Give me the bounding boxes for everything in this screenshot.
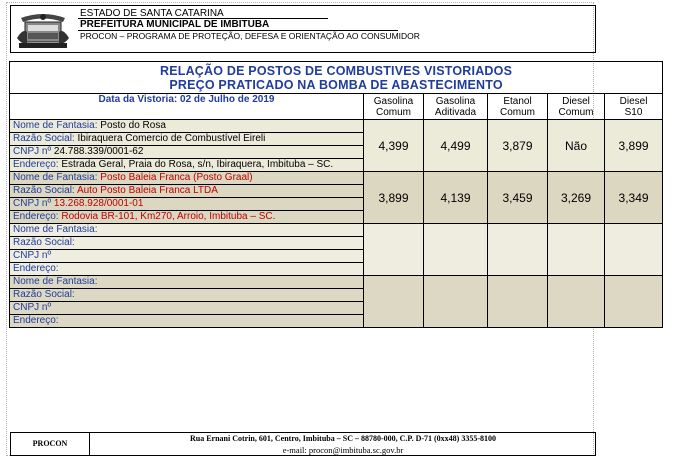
- station-3-price-cell: [364, 224, 424, 276]
- station-2-price-etanol-comum: 3,459: [488, 172, 548, 224]
- fuel-price-table: [9, 61, 663, 328]
- station-4-fantasia: Nome de Fantasia:: [10, 276, 364, 289]
- footer-email: e-mail: procon@imbituba.sc.gov.br: [282, 445, 404, 455]
- station-1-fantasia: Nome de Fantasia: Posto do Rosa: [10, 120, 364, 133]
- station-4-razao-social: Razão Social:: [10, 289, 364, 302]
- column-header-etanol-comum: Etanol Comum: [488, 94, 548, 120]
- station-3-endereco: Endereço:: [10, 263, 364, 276]
- station-4-cnpj: CNPJ nº: [10, 302, 364, 315]
- station-3-price-cell: [548, 224, 605, 276]
- municipal-coat-of-arms-icon: [13, 8, 73, 50]
- state-name: ESTADO DE SANTA CATARINA: [80, 8, 224, 19]
- station-1-price-diesel-s10: 3,899: [605, 120, 663, 172]
- footer-divider: [89, 433, 90, 455]
- station-4-price-cell: [605, 276, 663, 328]
- procon-program-name: PROCON – PROGRAMA DE PROTEÇÃO, DEFESA E ORIENTAÇÃO AO CONSUMIDOR: [80, 31, 420, 41]
- station-1-price-gasolina-comum: 4,399: [364, 120, 424, 172]
- column-header-gasolina-aditivada: Gasolina Aditivada: [424, 94, 488, 120]
- station-1-endereco: Endereço: Estrada Geral, Praia do Rosa, s/n, Ibiraquera, Imbituba – SC.: [10, 159, 364, 172]
- station-3-cnpj: CNPJ nº: [10, 250, 364, 263]
- station-3-razao-social: Razão Social:: [10, 237, 364, 250]
- station-2-fantasia: Nome de Fantasia: Posto Baleia Franca (Posto Graal): [10, 172, 364, 185]
- station-4-price-cell: [488, 276, 548, 328]
- footer-address: Rua Ernani Cotrin, 601, Centro, Imbituba – SC – 88780-000, C.P. D-71 (0xx48) 3355-8100: [189, 434, 496, 443]
- station-2-price-gasolina-aditivada: 4,139: [424, 172, 488, 224]
- station-4-price-cell: [364, 276, 424, 328]
- footer-procon-label: PROCON: [32, 439, 68, 448]
- city-hall-name: PREFEITURA MUNICIPAL DE IMBITUBA: [80, 19, 270, 30]
- column-header-diesel-s10: Diesel S10: [605, 94, 663, 120]
- station-4-endereco: Endereço:: [10, 315, 364, 328]
- station-3-price-cell: [488, 224, 548, 276]
- column-header-diesel-comum: Diesel Comum: [548, 94, 605, 120]
- report-title-line1: RELAÇÃO DE POSTOS DE COMBUSTIVES VISTORIADOS: [159, 63, 513, 78]
- station-1-razao-social: Razão Social: Ibiraquera Comercio de Combustível Eireli: [10, 133, 364, 146]
- station-3-price-cell: [424, 224, 488, 276]
- station-2-price-gasolina-comum: 3,899: [364, 172, 424, 224]
- station-1-price-gasolina-aditivada: 4,499: [424, 120, 488, 172]
- station-4-price-cell: [548, 276, 605, 328]
- station-2-price-diesel-comum: 3,269: [548, 172, 605, 224]
- station-2-razao-social: Razão Social: Auto Posto Baleia Franca LTDA: [10, 185, 364, 198]
- station-1-price-diesel-comum: Não: [548, 120, 605, 172]
- station-2-cnpj: CNPJ nº 13.268.928/0001-01: [10, 198, 364, 211]
- station-2-endereco: Endereço: Rodovia BR-101, Km270, Arroio, Imbituba – SC.: [10, 211, 364, 224]
- station-3-price-cell: [605, 224, 663, 276]
- footer: [10, 432, 596, 456]
- station-2-price-diesel-s10: 3,349: [605, 172, 663, 224]
- report-title-line2: PREÇO PRATICADO NA BOMBA DE ABASTECIMENTO: [169, 77, 503, 92]
- column-header-gasolina-comum: Gasolina Comum: [364, 94, 424, 120]
- inspection-date: Data da Vistoria: 02 de Julho de 2019: [10, 94, 364, 120]
- station-1-cnpj: CNPJ nº 24.788.339/0001-62: [10, 146, 364, 159]
- report-title: [10, 62, 663, 94]
- station-1-price-etanol-comum: 3,879: [488, 120, 548, 172]
- station-3-fantasia: Nome de Fantasia:: [10, 224, 364, 237]
- station-4-price-cell: [424, 276, 488, 328]
